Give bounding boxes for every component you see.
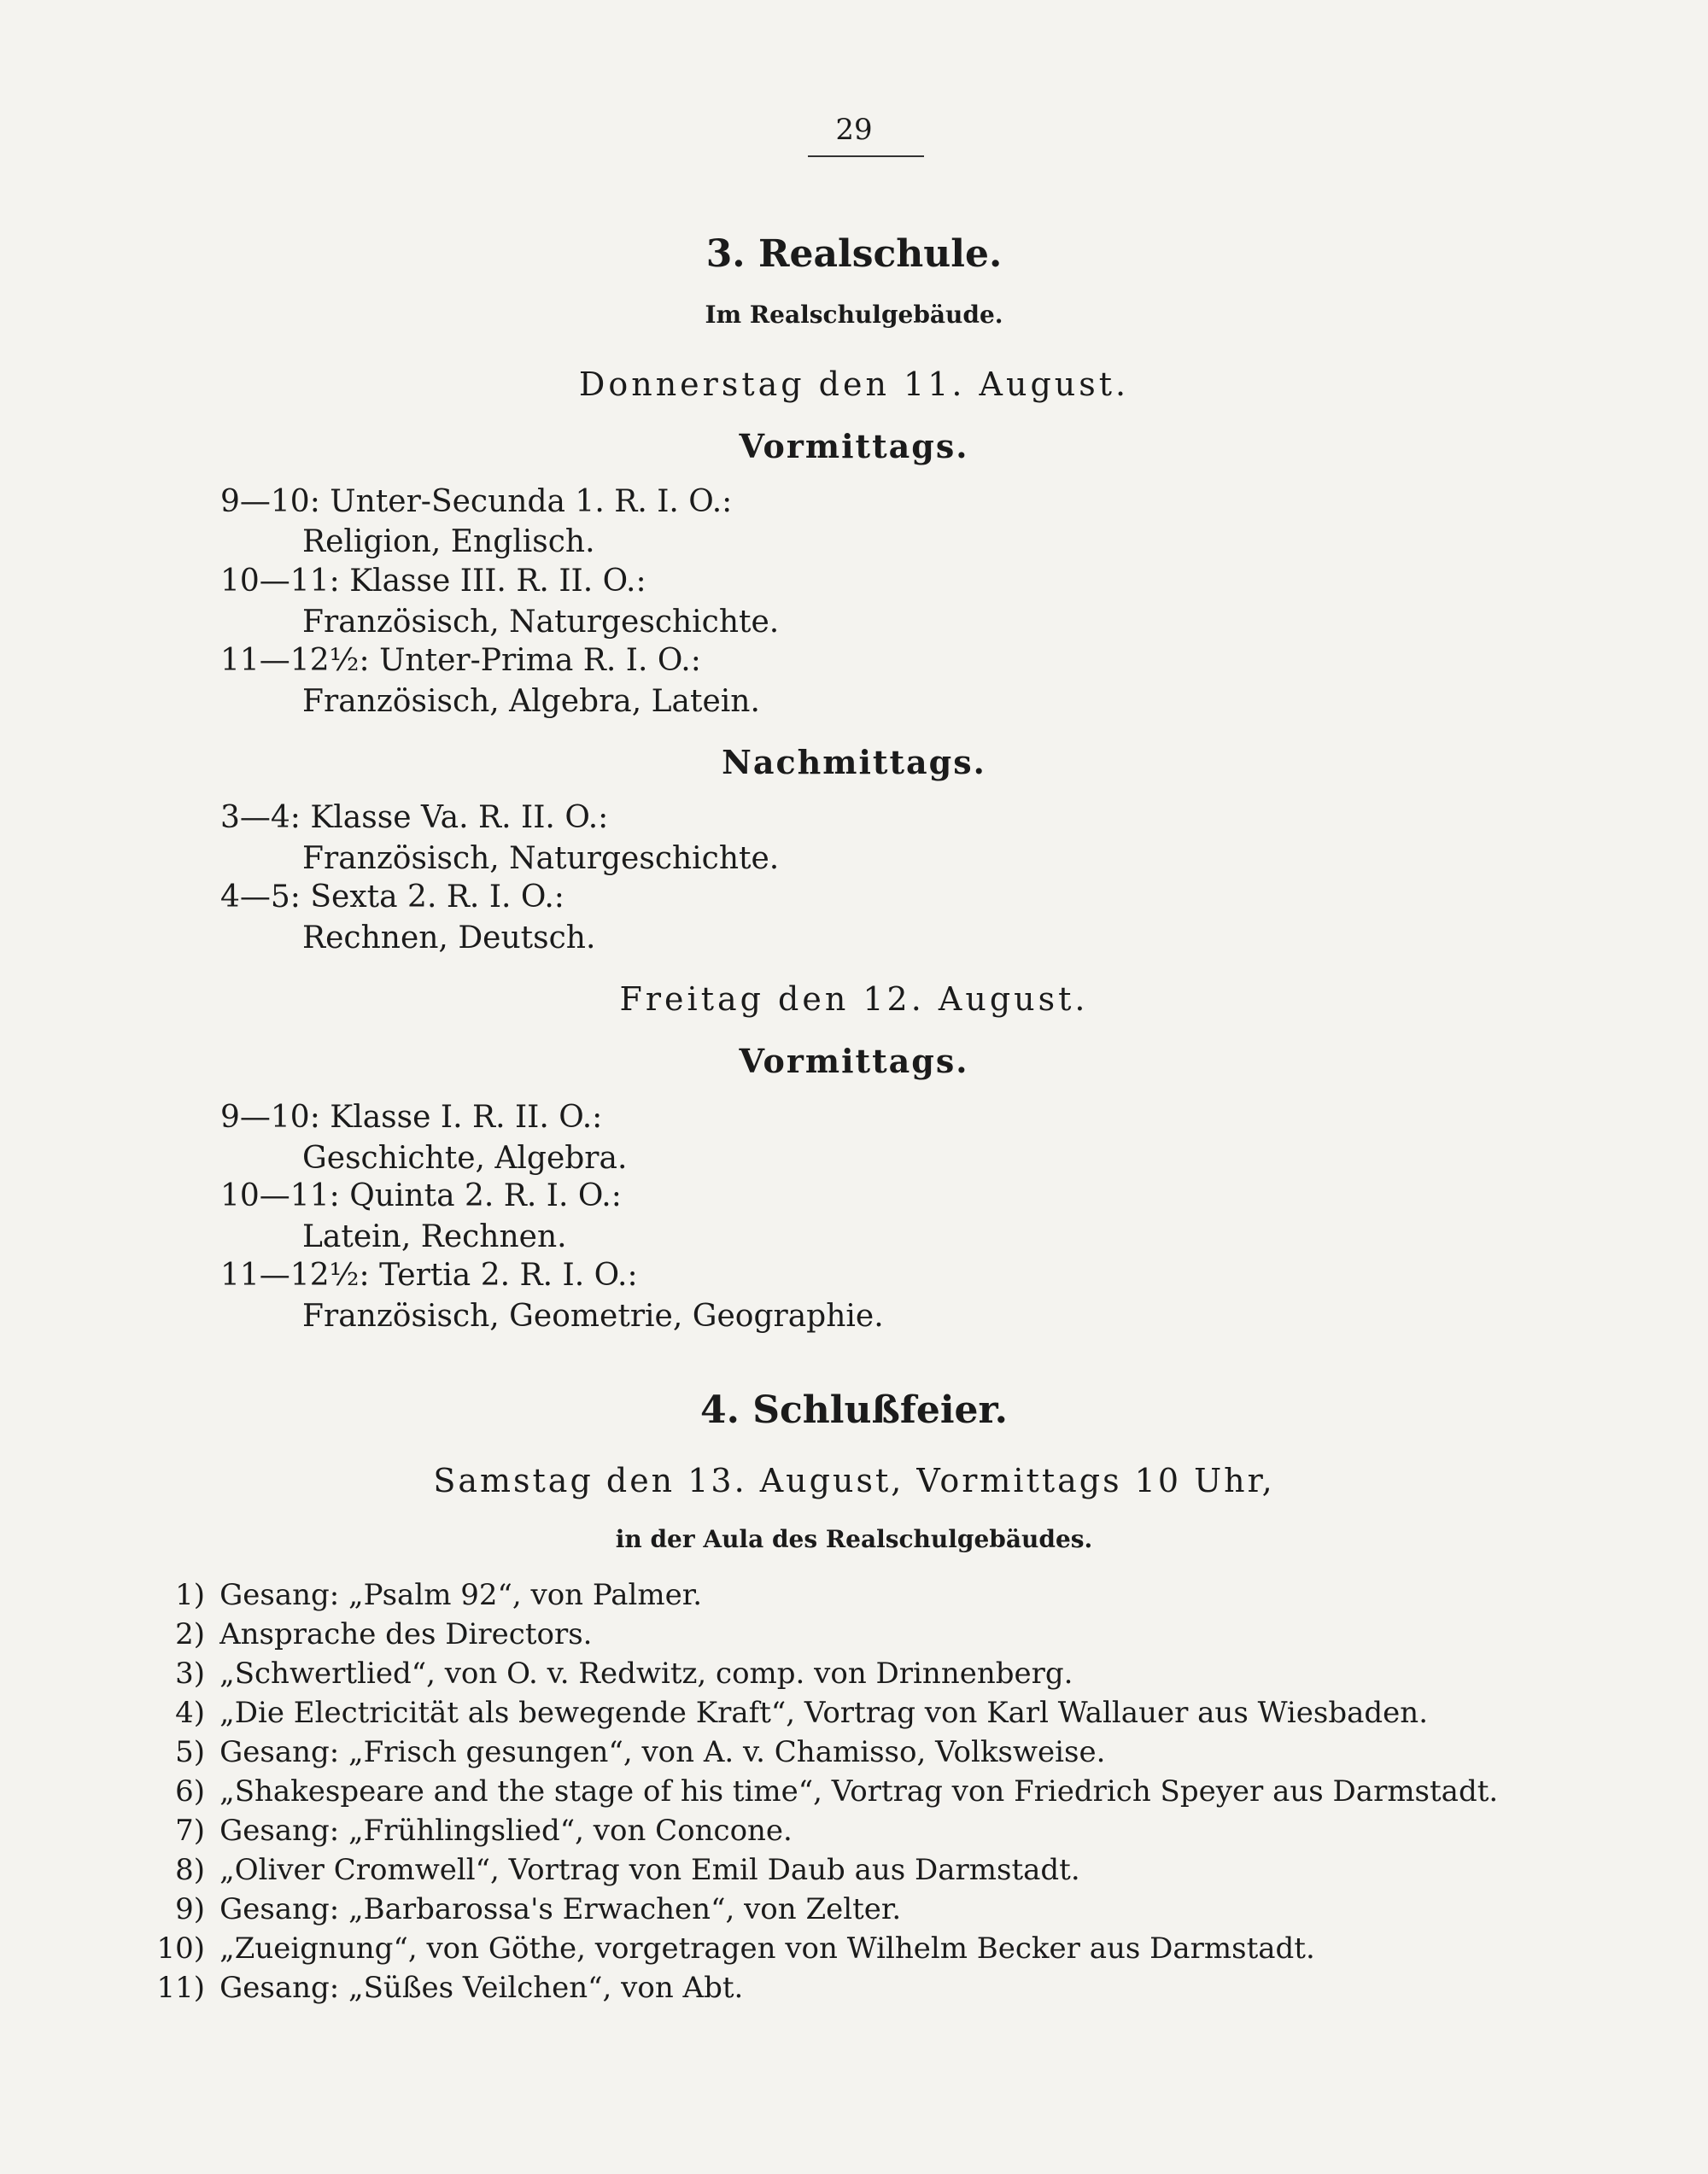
program-text: Gesang: „Süßes Veilchen“, von Abt. bbox=[219, 1971, 744, 2005]
program-number: 3) bbox=[175, 1657, 205, 1691]
program-text: Gesang: „Psalm 92“, von Palmer. bbox=[219, 1578, 703, 1612]
program-item bbox=[137, 1931, 1315, 1966]
schedule-slot bbox=[220, 800, 608, 835]
slot-time: 4—5: bbox=[220, 880, 301, 915]
program-item bbox=[137, 1892, 901, 1926]
program-text: „Oliver Cromwell“, Vortrag von Emil Daub aus Darmstadt. bbox=[219, 1853, 1080, 1887]
program-item bbox=[137, 1696, 1428, 1730]
slot-class: Sexta 2. R. I. O.: bbox=[310, 880, 564, 915]
section-3-title: 3. Realschule. bbox=[705, 232, 1003, 276]
slot-class: Unter-Prima R. I. O.: bbox=[379, 643, 701, 678]
program-item bbox=[137, 1774, 1498, 1809]
program-item bbox=[137, 1814, 793, 1848]
slot-subjects: Französisch, Naturgeschichte. bbox=[302, 605, 780, 640]
program-text: „Schwertlied“, von O. v. Redwitz, comp. von Drinnenberg. bbox=[219, 1657, 1073, 1691]
slot-subjects: Rechnen, Deutsch. bbox=[302, 920, 596, 956]
program-text: „Zueignung“, von Göthe, vorgetragen von Wilhelm Becker aus Darmstadt. bbox=[219, 1931, 1315, 1966]
slot-time: 9—10: bbox=[220, 484, 320, 519]
slot-time: 9—10: bbox=[220, 1100, 320, 1135]
slot-subjects: Religion, Englisch. bbox=[302, 524, 595, 559]
program-item bbox=[137, 1617, 592, 1651]
slot-subjects: Französisch, Geometrie, Geographie. bbox=[302, 1299, 884, 1334]
program-number: 10) bbox=[156, 1931, 205, 1966]
slot-class: Klasse Va. R. II. O.: bbox=[310, 800, 609, 835]
day1-date: Donnerstag den 11. August. bbox=[578, 365, 1130, 403]
schedule-slot bbox=[220, 643, 701, 678]
schedule-slot bbox=[220, 564, 646, 599]
program-text: „Die Electricität als bewegende Kraft“, Vortrag von Karl Wallauer aus Wiesbaden. bbox=[219, 1696, 1428, 1730]
slot-time: 10—11: bbox=[220, 1178, 340, 1213]
slot-class: Quinta 2. R. I. O.: bbox=[349, 1178, 622, 1213]
slot-class: Klasse I. R. II. O.: bbox=[330, 1100, 603, 1135]
section-4-title: 4. Schlußfeier. bbox=[699, 1388, 1009, 1432]
slot-class: Unter-Secunda 1. R. I. O.: bbox=[330, 484, 733, 519]
program-number: 9) bbox=[175, 1892, 205, 1926]
program-item bbox=[137, 1578, 702, 1612]
schedule-slot bbox=[220, 880, 564, 915]
program-item bbox=[137, 1853, 1080, 1887]
slot-class: Tertia 2. R. I. O.: bbox=[379, 1258, 638, 1293]
slot-subjects: Französisch, Naturgeschichte. bbox=[302, 841, 780, 876]
slot-subjects: Latein, Rechnen. bbox=[302, 1219, 567, 1254]
program-number: 4) bbox=[175, 1696, 205, 1730]
section-3-location: Im Realschulgebäude. bbox=[705, 301, 1003, 329]
program-number: 5) bbox=[175, 1735, 205, 1769]
section-4-date: Samstag den 13. August, Vormittags 10 Uhr, bbox=[433, 1462, 1275, 1499]
slot-time: 11—12½: bbox=[220, 643, 370, 678]
program-number: 6) bbox=[175, 1774, 205, 1809]
program-text: Gesang: „Barbarossa's Erwachen“, von Zelter. bbox=[219, 1892, 902, 1926]
program-text: „Shakespeare and the stage of his time“, Vortrag von Friedrich Speyer aus Darmstadt. bbox=[219, 1774, 1499, 1809]
schedule-slot bbox=[220, 1178, 622, 1213]
schedule-slot bbox=[220, 1100, 602, 1135]
program-number: 8) bbox=[175, 1853, 205, 1887]
slot-class: Klasse III. R. II. O.: bbox=[349, 564, 646, 599]
program-text: Gesang: „Frisch gesungen“, von A. v. Chamisso, Volksweise. bbox=[219, 1735, 1106, 1769]
program-number: 2) bbox=[175, 1617, 205, 1651]
day1-morning-label: Vormittags. bbox=[739, 427, 969, 465]
slot-subjects: Geschichte, Algebra. bbox=[302, 1141, 628, 1176]
program-item bbox=[137, 1971, 743, 2005]
program-number: 1) bbox=[175, 1578, 205, 1612]
day2-date: Freitag den 12. August. bbox=[619, 980, 1089, 1018]
schedule-slot bbox=[220, 484, 732, 519]
schedule-slot bbox=[220, 1258, 638, 1293]
page-number-rule bbox=[808, 155, 924, 157]
show-through-decoration bbox=[154, 546, 184, 656]
slot-time: 10—11: bbox=[220, 564, 340, 599]
program-text: Gesang: „Frühlingslied“, von Concone. bbox=[219, 1814, 793, 1848]
program-item bbox=[137, 1657, 1073, 1691]
page-number: 29 bbox=[835, 113, 873, 147]
slot-time: 11—12½: bbox=[220, 1258, 370, 1293]
slot-subjects: Französisch, Algebra, Latein. bbox=[302, 684, 760, 719]
day1-afternoon-label: Nachmittags. bbox=[722, 743, 986, 781]
slot-time: 3—4: bbox=[220, 800, 301, 835]
program-text: Ansprache des Directors. bbox=[219, 1617, 593, 1651]
program-number: 7) bbox=[175, 1814, 205, 1848]
day2-morning-label: Vormittags. bbox=[739, 1042, 969, 1080]
program-item bbox=[137, 1735, 1105, 1769]
section-4-location: in der Aula des Realschulgebäudes. bbox=[615, 1525, 1093, 1553]
program-number: 11) bbox=[156, 1971, 205, 2005]
